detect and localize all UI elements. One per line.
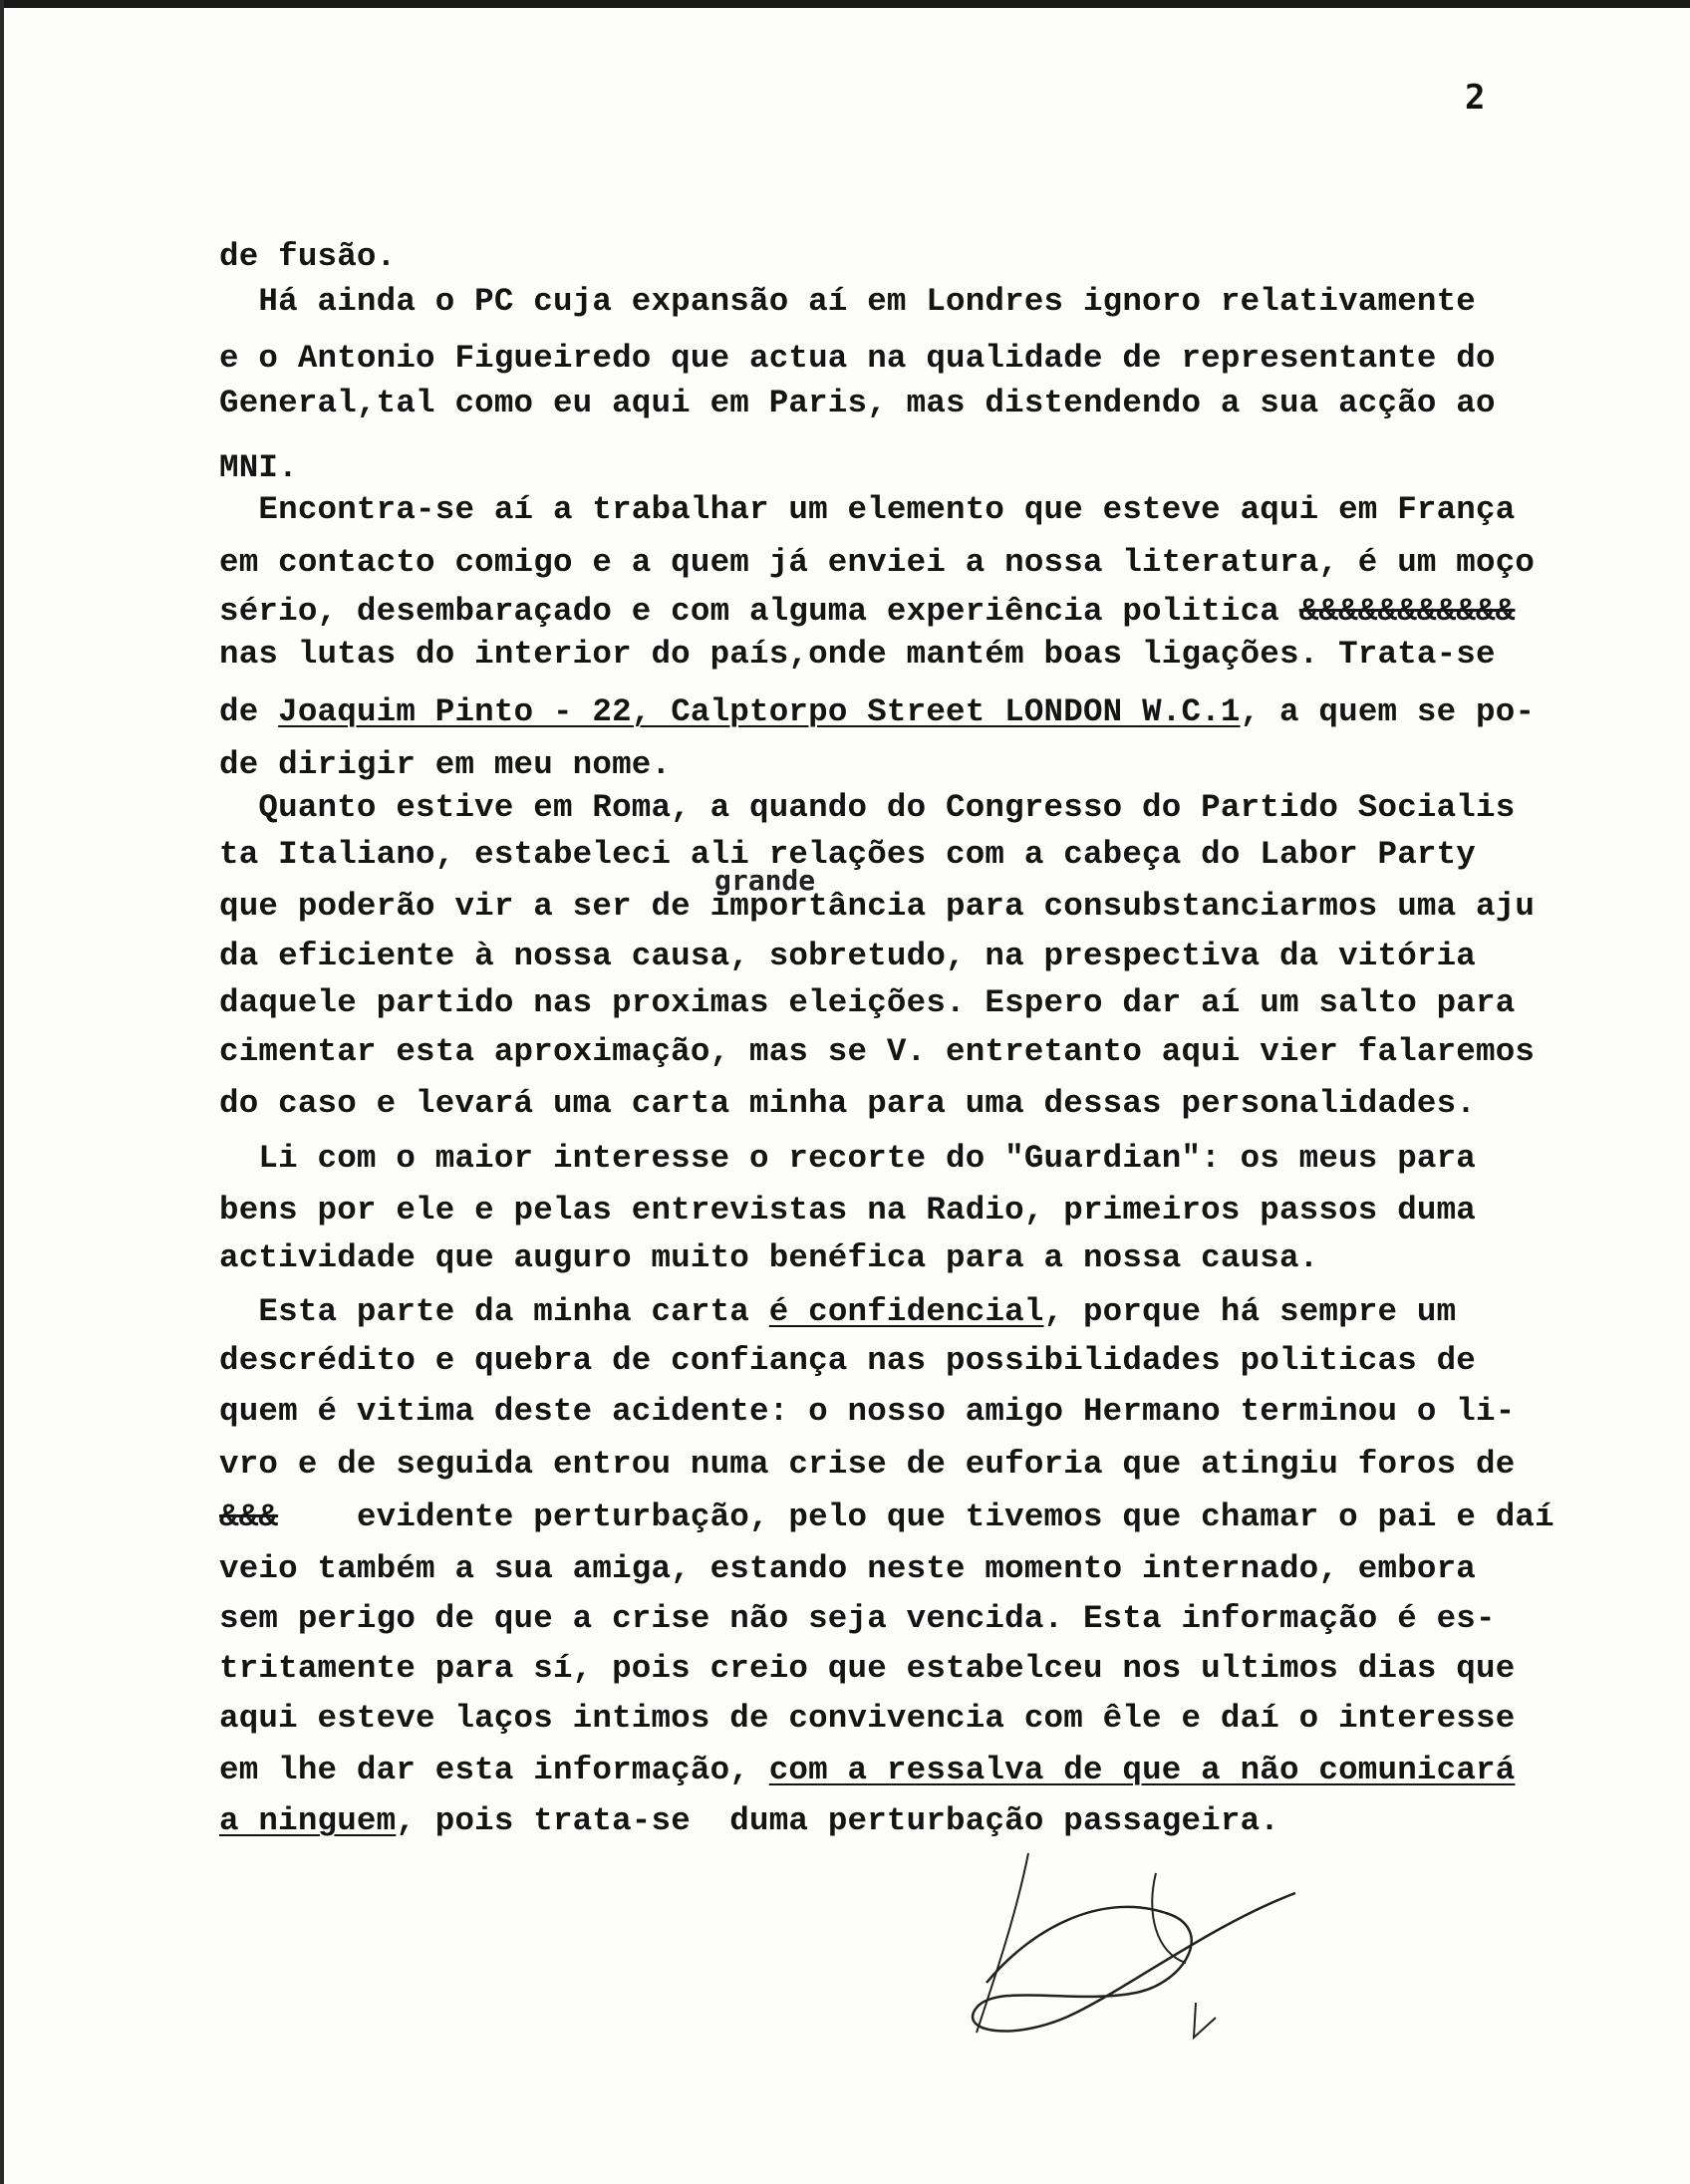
text-line: ta Italiano, estabeleci ali relações com a cabeça do Labor Party xyxy=(219,836,1477,873)
address-underlined: Joaquim Pinto - 22, Calptorpo Street LONDON W.C.1 xyxy=(278,693,1241,730)
text-segment: , porque há sempre um xyxy=(1043,1293,1457,1330)
text-line: de dirigir em meu nome. xyxy=(219,746,672,783)
text-segment: em lhe dar esta informação, xyxy=(219,1752,769,1788)
handwritten-annotation: grande xyxy=(714,864,816,897)
text-line xyxy=(219,692,1535,732)
text-line xyxy=(219,1498,1554,1537)
text-line: cimentar esta aproximação, mas se V. entretanto aqui vier falaremos xyxy=(219,1033,1536,1070)
text-line: daquele partido nas proximas eleições. Espero dar aí um salto para xyxy=(219,984,1516,1021)
ressalva-underlined: com a ressalva de que a não comunicará xyxy=(768,1752,1516,1788)
text-segment: de xyxy=(219,693,279,730)
text-line: veio também a sua amiga, estando neste momento internado, embora xyxy=(219,1550,1477,1587)
handwritten-signature xyxy=(957,1833,1315,2062)
text-segment: , a quem se po- xyxy=(1240,693,1536,730)
page-number: 2 xyxy=(1465,78,1486,118)
text-line: Quanto estive em Roma, a quando do Congresso do Partido Socialis xyxy=(219,789,1516,826)
text-segment: evidente perturbação, pelo que tivemos que chamar o pai e daí xyxy=(278,1499,1554,1535)
text-line: que poderão vir a ser de importância para consubstanciarmos uma aju xyxy=(219,888,1536,925)
text-line: Li com o maior interesse o recorte do "Guardian": os meus para xyxy=(219,1140,1477,1177)
text-line: nas lutas do interior do país,onde mantém boas ligações. Trata-se xyxy=(219,636,1496,673)
text-line xyxy=(219,1751,1515,1790)
text-line: quem é vitima deste acidente: o nosso amigo Hermano terminou o li- xyxy=(219,1393,1516,1430)
confidencial-underlined: é confidencial xyxy=(768,1293,1044,1330)
text-segment: sério, desembaraçado e com alguma experiência politica xyxy=(219,593,1299,630)
text-line xyxy=(219,1292,1456,1332)
text-segment: , pois trata-se duma perturbação passageira. xyxy=(396,1802,1279,1839)
text-line: Há ainda o PC cuja expansão aí em Londres ignoro relativamente xyxy=(219,283,1477,320)
text-line: e o Antonio Figueiredo que actua na qualidade de representante do xyxy=(219,340,1496,377)
text-line: tritamente para sí, pois creio que estabelceu nos ultimos dias que xyxy=(219,1650,1516,1687)
text-line: MNI. xyxy=(219,449,298,486)
text-line: da eficiente à nossa causa, sobretudo, na prespectiva da vitória xyxy=(219,938,1477,974)
text-line: descrédito e quebra de confiança nas possibilidades politicas de xyxy=(219,1342,1477,1379)
text-line: General,tal como eu aqui em Paris, mas distendendo a sua acção ao xyxy=(219,385,1496,421)
ninguem-underlined: a ninguem xyxy=(219,1802,397,1839)
struck-text: &&&&&&&&&&& xyxy=(1298,593,1516,630)
text-line: do caso e levará uma carta minha para uma dessas personalidades. xyxy=(219,1085,1477,1122)
text-line: actividade que auguro muito benéfica para a nossa causa. xyxy=(219,1239,1319,1276)
struck-text: &&& xyxy=(219,1499,279,1535)
text-line: sem perigo de que a crise não seja vencida. Esta informação é es- xyxy=(219,1600,1496,1637)
text-line: aqui esteve laços intimos de convivencia com êle e daí o interesse xyxy=(219,1700,1516,1737)
text-line: Encontra-se aí a trabalhar um elemento que esteve aqui em França xyxy=(219,491,1516,528)
text-line: em contacto comigo e a quem já enviei a nossa literatura, é um moço xyxy=(219,544,1536,581)
text-line: vro e de seguida entrou numa crise de euforia que atingiu foros de xyxy=(219,1446,1516,1483)
text-line xyxy=(219,592,1515,632)
text-line: de fusão. xyxy=(219,238,397,275)
text-line: bens por ele e pelas entrevistas na Radio, primeiros passos duma xyxy=(219,1192,1477,1228)
text-segment: Esta parte da minha carta xyxy=(219,1293,769,1330)
